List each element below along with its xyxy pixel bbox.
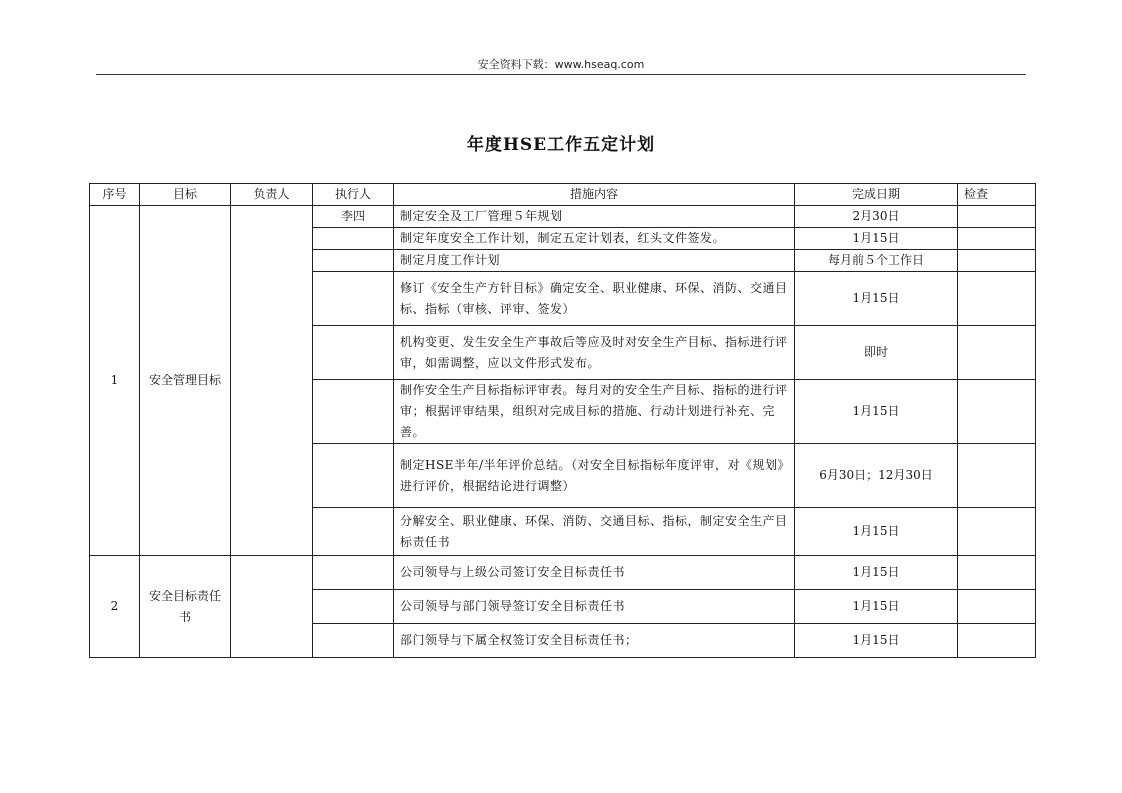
col-header-owner: 负责人 xyxy=(231,184,313,206)
measure-cell: 制定月度工作计划 xyxy=(394,250,795,272)
group-goal-cell: 安全管理目标 xyxy=(140,206,231,556)
col-header-goal: 目标 xyxy=(140,184,231,206)
header-divider xyxy=(96,74,1026,75)
measure-cell: 分解安全、职业健康、环保、消防、交通目标、指标，制定安全生产目标责任书 xyxy=(394,508,795,556)
measure-cell: 制定HSE半年/半年评价总结。（对安全目标指标年度评审，对《规划》进行评价，根据结论进行调整） xyxy=(394,444,795,508)
date-cell: 2月30日 xyxy=(795,206,958,228)
date-cell: 即时 xyxy=(795,326,958,380)
col-header-no: 序号 xyxy=(90,184,140,206)
document-title: 年度HSE工作五定计划 xyxy=(466,135,656,155)
measure-cell: 制作安全生产目标指标评审表。每月对的安全生产目标、指标的进行评审；根据评审结果，组织对完成目标的措施、行动计划进行补充、完善。 xyxy=(394,380,795,444)
plan-table xyxy=(89,183,1036,658)
col-header-date: 完成日期 xyxy=(795,184,958,206)
group-no-cell: 2 xyxy=(90,556,140,658)
group-owner-cell xyxy=(231,556,313,658)
executor-cell xyxy=(313,250,394,272)
check-cell xyxy=(958,590,1036,624)
date-cell: 1月15日 xyxy=(795,380,958,444)
measure-cell: 机构变更、发生安全生产事故后等应及时对安全生产目标、指标进行评审，如需调整，应以文件形式发布。 xyxy=(394,326,795,380)
check-cell xyxy=(958,508,1036,556)
date-cell: 1月15日 xyxy=(795,508,958,556)
executor-cell xyxy=(313,556,394,590)
check-cell xyxy=(958,380,1036,444)
measure-cell: 修订《安全生产方针目标》确定安全、职业健康、环保、消防、交通目标、指标（审核、评审、签发） xyxy=(394,272,795,326)
col-header-check: 检查 xyxy=(958,184,1036,206)
check-cell xyxy=(958,250,1036,272)
measure-cell: 制定安全及工厂管理５年规划 xyxy=(394,206,795,228)
date-cell: 1月15日 xyxy=(795,228,958,250)
check-cell xyxy=(958,444,1036,508)
executor-cell xyxy=(313,590,394,624)
group-owner-cell xyxy=(231,206,313,556)
date-cell: 1月15日 xyxy=(795,272,958,326)
measure-cell: 公司领导与部门领导签订安全目标责任书 xyxy=(394,590,795,624)
executor-cell xyxy=(313,272,394,326)
date-cell: 1月15日 xyxy=(795,590,958,624)
date-cell: 1月15日 xyxy=(795,624,958,658)
table-row xyxy=(90,556,1036,590)
executor-cell xyxy=(313,624,394,658)
col-header-measure: 措施内容 xyxy=(394,184,795,206)
col-header-executor: 执行人 xyxy=(313,184,394,206)
measure-cell: 公司领导与上级公司签订安全目标责任书 xyxy=(394,556,795,590)
measure-cell: 部门领导与下属全权签订安全目标责任书； xyxy=(394,624,795,658)
executor-cell xyxy=(313,228,394,250)
table-row xyxy=(90,206,1036,228)
check-cell xyxy=(958,228,1036,250)
check-cell xyxy=(958,272,1036,326)
group-no-cell: 1 xyxy=(90,206,140,556)
table-header-row xyxy=(90,184,1036,206)
date-cell: 每月前５个工作日 xyxy=(795,250,958,272)
group-goal-cell: 安全目标责任书 xyxy=(140,556,231,658)
date-cell: 1月15日 xyxy=(795,556,958,590)
check-cell xyxy=(958,326,1036,380)
executor-cell xyxy=(313,326,394,380)
measure-cell: 制定年度安全工作计划，制定五定计划表，红头文件签发。 xyxy=(394,228,795,250)
check-cell xyxy=(958,556,1036,590)
executor-cell xyxy=(313,380,394,444)
page-header-site: 安全资料下载：www.hseaq.com xyxy=(477,58,645,71)
check-cell xyxy=(958,624,1036,658)
date-cell: 6月30日；12月30日 xyxy=(795,444,958,508)
executor-cell xyxy=(313,508,394,556)
check-cell xyxy=(958,206,1036,228)
executor-cell: 李四 xyxy=(313,206,394,228)
executor-cell xyxy=(313,444,394,508)
